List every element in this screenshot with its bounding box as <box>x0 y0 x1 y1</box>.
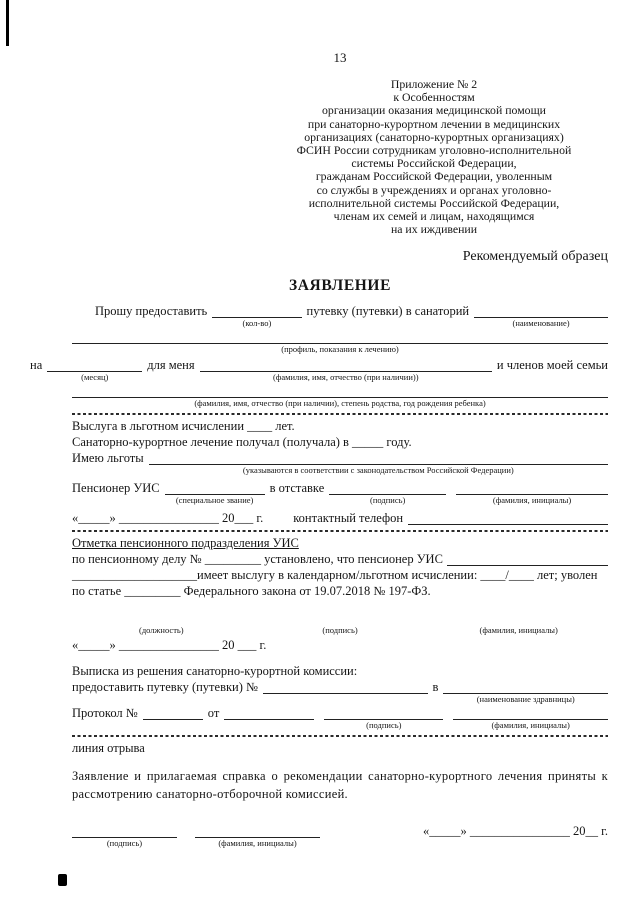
treatment-line: Санаторно-курортное лечение получал (получала) в _____ году. <box>72 435 412 450</box>
recommended-sample-label: Рекомендуемый образец <box>462 249 608 265</box>
appendix-line: гражданам Российской Федерации, уволенным <box>315 169 553 184</box>
blank-profile <box>72 331 608 344</box>
date-contact-row <box>72 510 608 526</box>
profile-caption: (профиль, показания к лечению) <box>281 344 399 355</box>
service-line: Выслуга в льготном исчислении ____ лет. <box>72 419 295 434</box>
quantity-caption: (кол-во) <box>242 318 272 329</box>
tear-line-label: линия отрыва <box>72 741 145 756</box>
blank-sanatorium <box>474 303 608 328</box>
blank-rank <box>165 480 265 505</box>
dashed-separator <box>72 735 608 737</box>
blank-line <box>324 705 443 720</box>
name-caption: (фамилия, инициалы) <box>491 720 570 731</box>
blank-protocol-date <box>224 705 314 730</box>
blank-line <box>47 357 142 372</box>
note-heading: Отметка пенсионного подразделения УИС <box>72 536 299 551</box>
blank-final-signature <box>72 823 177 848</box>
final-signature-row <box>72 823 608 849</box>
blank-pensioner-uis <box>447 551 608 566</box>
blank-line <box>443 679 608 694</box>
protocol-mid: от <box>207 706 220 721</box>
appendix-line: на их иждивении <box>390 222 478 237</box>
request-pre: Прошу предоставить <box>95 304 208 319</box>
applicant-row <box>30 357 608 383</box>
month-caption: (месяц) <box>81 372 109 383</box>
name-caption: (фамилия, инициалы) <box>479 625 558 636</box>
fio-caption: (фамилия, имя, отчество (при наличии)) <box>273 372 419 383</box>
rank-caption: (специальное звание) <box>175 495 254 506</box>
name-caption: (фамилия, инициалы) <box>218 838 297 849</box>
blank-month <box>47 357 142 382</box>
blank-resort <box>443 679 608 704</box>
blank-protocol-number <box>143 705 203 730</box>
appendix-line: Приложение № 2 <box>390 77 478 91</box>
scan-artifact-mark <box>58 874 67 886</box>
blank-line <box>149 450 608 465</box>
name-caption: (фамилия, инициалы) <box>492 495 572 506</box>
blank-line <box>474 303 608 318</box>
position-caption: (должность) <box>139 625 184 636</box>
sanatorium-caption: (наименование) <box>512 318 570 329</box>
note-line-1: по пенсионному делу № _________ установлено, что пенсионер УИС <box>72 552 443 567</box>
appendix-block <box>260 78 608 236</box>
blank-line <box>453 705 608 720</box>
applicant-pre: на <box>30 358 43 373</box>
phone-label: контактный телефон <box>293 511 404 526</box>
resort-caption: (наименование здравницы) <box>476 694 575 705</box>
blank-benefits <box>149 450 608 475</box>
dashed-separator <box>72 530 608 532</box>
blank-family <box>72 385 608 398</box>
blank-fio <box>200 357 492 382</box>
appendix-line: членам их семей и лицам, находящимся <box>333 209 535 224</box>
blank-line <box>72 823 177 838</box>
closing-paragraph: Заявление и прилагаемая справка о рекомендации санаторно-курортного лечения приняты к рассмотрению санаторно-отборочной комиссией. <box>72 769 608 801</box>
extract-row <box>72 679 608 705</box>
blank-line <box>329 480 446 495</box>
note-row-1 <box>72 551 608 567</box>
date-field: «_____» ________________ 20___ г. <box>72 511 264 526</box>
appendix-line: организации оказания медицинской помощи <box>322 103 546 118</box>
signature-caption: (подпись) <box>366 720 402 731</box>
appendix-line: к Особенностям <box>393 90 475 105</box>
blank-line <box>456 480 608 495</box>
extract-mid: в <box>432 680 439 695</box>
signature-caption: (подпись) <box>370 495 406 506</box>
request-row <box>95 303 608 329</box>
protocol-row <box>72 705 608 731</box>
benefits-caption: (указываются в соответствии с законодательством Российской Федерации) <box>242 465 514 476</box>
blank-line <box>224 705 314 720</box>
appendix-line: при санаторно-курортном лечении в медицинских <box>307 116 561 131</box>
blank-line <box>195 823 320 838</box>
protocol-pre: Протокол № <box>72 706 138 721</box>
pensioner-row <box>72 480 608 506</box>
appendix-line: организациях (санаторно-курортных организациях) <box>304 129 564 144</box>
extract-pre: предоставить путевку (путевки) № <box>72 680 258 695</box>
appendix-line: системы Российской Федерации, <box>351 156 517 171</box>
note-line-3: по статье _________ Федерального закона от 19.07.2018 № 197-ФЗ. <box>72 584 431 599</box>
family-caption: (фамилия, имя, отчество (при наличии), степень родства, год рождения ребенка) <box>194 398 486 409</box>
blank-signature <box>324 705 443 730</box>
officer-captions-row <box>72 625 608 635</box>
page-number: 13 <box>333 50 347 65</box>
blank-quantity <box>212 303 301 328</box>
blank-line <box>165 480 265 495</box>
signature-caption: (подпись) <box>106 838 143 849</box>
benefits-row <box>72 450 608 476</box>
officer-date: «_____» ________________ 20 ___ г. <box>72 638 267 653</box>
blank-line <box>212 303 301 318</box>
applicant-mid: для меня <box>147 358 195 373</box>
appendix-line: со службы в учреждениях и органах уголовно- <box>316 182 552 197</box>
pensioner-mid: в отставке <box>269 481 325 496</box>
blank-name <box>453 705 608 730</box>
extract-heading: Выписка из решения санаторно-курортной комиссии: <box>72 664 358 679</box>
applicant-post: и членов моей семьи <box>496 358 608 373</box>
blank-signature <box>329 480 446 505</box>
blank-line <box>143 705 203 720</box>
blank-voucher-number <box>263 679 428 704</box>
blank-line <box>263 679 428 694</box>
dashed-separator <box>72 413 608 415</box>
request-mid: путевку (путевки) в санаторий <box>306 304 470 319</box>
benefits-pre: Имею льготы <box>72 451 144 466</box>
blank-phone <box>408 510 608 525</box>
final-date: «_____» ________________ 20__ г. <box>423 824 608 839</box>
note-line-2: ____________________имеет выслугу в календарном/льготном исчислении: ____/____ лет; уволен <box>72 568 598 583</box>
blank-final-name <box>195 823 320 848</box>
blank-line <box>200 357 492 372</box>
signature-caption: (подпись) <box>322 625 358 636</box>
blank-name <box>456 480 608 505</box>
form-title: ЗАЯВЛЕНИЕ <box>288 277 392 295</box>
pensioner-pre: Пенсионер УИС <box>72 481 160 496</box>
appendix-line: исполнительной системы Российской Федерации, <box>308 195 560 210</box>
appendix-line: ФСИН России сотрудникам уголовно-исполнительной <box>296 143 572 158</box>
